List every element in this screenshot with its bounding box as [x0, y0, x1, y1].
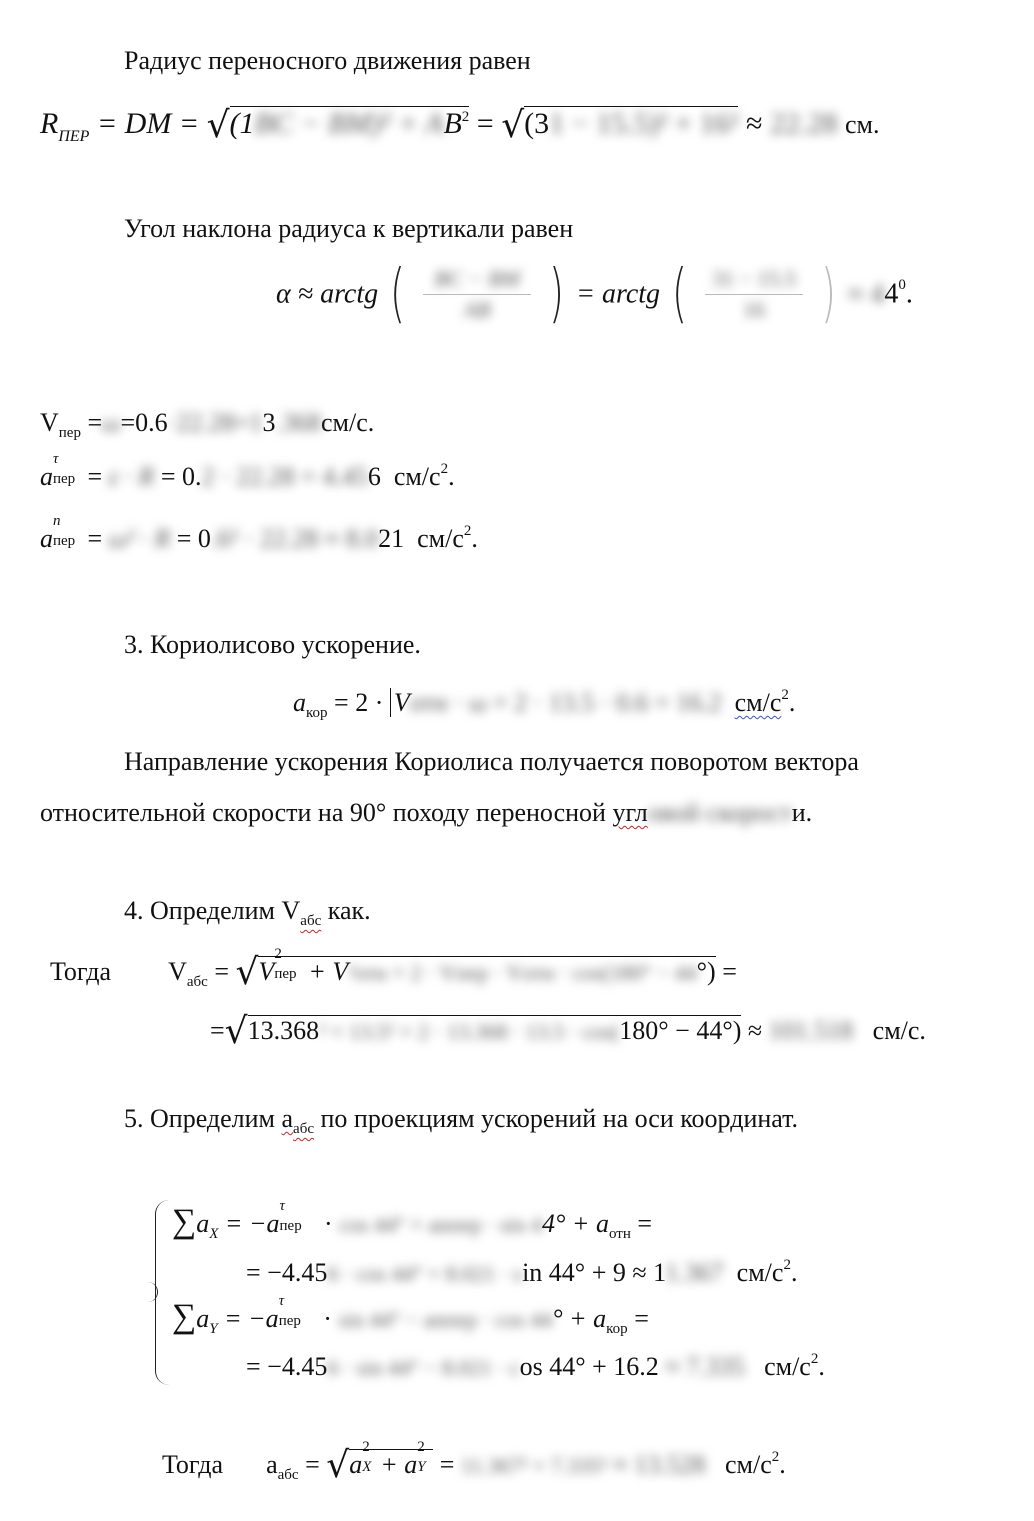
- s4-text: 4. Определим V: [124, 896, 301, 925]
- v1-symbol: V: [168, 957, 187, 986]
- ax1-eq: = −a: [224, 1209, 280, 1238]
- ax1-sup: τ: [279, 1198, 285, 1215]
- s4-sub: абс: [300, 913, 322, 929]
- eq-approx: ≈: [745, 107, 763, 140]
- ay2-unit-sup: 2: [810, 1351, 819, 1367]
- aabs-eq: =: [305, 1450, 320, 1479]
- ay1-blurred: sin 44° − anпер · cos 44: [338, 1307, 553, 1332]
- radicand-1-sup: 2: [461, 109, 470, 125]
- aabs-togda: Тогда: [162, 1450, 224, 1479]
- a-tau-eq: =: [87, 462, 103, 491]
- fraction-2-num: 31 − 15.5: [712, 266, 796, 292]
- aabs-sq-a-supsub: [362, 1439, 380, 1482]
- equation-a-abs: [162, 1439, 786, 1486]
- aabs-sq-b-supsub: [417, 1439, 433, 1482]
- aabs-blurred: 11.367² + 7.335²: [460, 1453, 607, 1478]
- equation-alpha: [276, 257, 913, 342]
- ay2-result: ≈ 7.335: [665, 1352, 745, 1381]
- a-tau-blur-1: ε · R: [108, 462, 155, 491]
- v2-tail: 180° − 44°): [619, 1016, 742, 1045]
- a-tau-vis-1: = 0.: [160, 462, 202, 491]
- eq-unit: см.: [844, 110, 880, 139]
- ax1-sigma: ∑: [172, 1203, 197, 1240]
- aabs-sq-a-sup: 2: [362, 1439, 370, 1456]
- s5-wavy: a: [281, 1104, 294, 1133]
- a-n-dot: .: [471, 524, 478, 553]
- v-symbol: V: [40, 408, 59, 437]
- a-n-blur-2: .6² · 22.28 ≈ 8.0: [210, 524, 379, 553]
- equation-v-per: [40, 410, 374, 441]
- aabs-dot: .: [779, 1450, 786, 1479]
- ax1-supsub: [279, 1198, 318, 1241]
- ax1-eq2: =: [637, 1209, 653, 1238]
- equation-v-abs-1: [50, 946, 737, 993]
- ax2-unit: см/с: [736, 1258, 784, 1287]
- paragraph-coriolis-2: [40, 800, 812, 826]
- v1-tail: °): [696, 957, 716, 986]
- ay1-sigma: ∑: [172, 1298, 197, 1335]
- v2-radicand: [248, 1015, 742, 1044]
- paragraph-radius-intro: Радиус переносного движения равен: [124, 46, 531, 75]
- a-n-supsub: [53, 513, 81, 556]
- a-n-eq: =: [87, 524, 103, 553]
- ay1-sup: τ: [278, 1293, 285, 1310]
- ax2-eq: = −4.45: [246, 1258, 328, 1287]
- eq-result: 22.28: [769, 107, 838, 140]
- a-kor-v: V: [390, 688, 410, 717]
- equation-ax-2: [246, 1258, 797, 1286]
- a-kor-symbol: a: [293, 688, 306, 717]
- a-tau-sup: τ: [53, 451, 59, 468]
- v1-plus: + V: [308, 957, 349, 986]
- a-n-vis-1: = 0: [176, 524, 211, 553]
- ax1-sub3: отн: [608, 1226, 631, 1242]
- aabs-unit-sup: 2: [771, 1449, 780, 1465]
- aabs-plus: + a: [380, 1450, 418, 1479]
- v-eq: =: [87, 408, 103, 437]
- sqrt-sign-aabs: √: [326, 1445, 350, 1486]
- radicand-2-visible: (3: [524, 107, 550, 140]
- a-n-unit: см/с: [417, 524, 464, 553]
- s5-text: 5. Определим: [124, 1104, 282, 1133]
- coriolis-2-wavy: угл: [612, 798, 648, 827]
- ay1-sub3: кор: [606, 1321, 628, 1337]
- aabs-a: a: [266, 1450, 278, 1479]
- v-vis-1: =0.6: [120, 408, 168, 437]
- fraction-1: [417, 268, 537, 321]
- v-blur-1: ω: [102, 408, 121, 437]
- v-sub: пер: [58, 425, 81, 441]
- ay1-dot: ·: [323, 1304, 332, 1333]
- a-tau-symbol: a: [40, 462, 53, 491]
- a-tau-dot: .: [448, 462, 455, 491]
- aabs-sq-a: a: [349, 1450, 363, 1479]
- eq-equals: =: [476, 107, 494, 140]
- v1-eq2: =: [722, 957, 737, 986]
- a-kor-eq: = 2 ·: [334, 688, 384, 717]
- ax1-sub: X: [209, 1226, 219, 1242]
- alpha-result-blurred: ≈ 4: [847, 278, 885, 310]
- equation-a-tau: [40, 451, 455, 494]
- alpha-result: 4: [884, 278, 899, 310]
- coriolis-2-blurred: овой скорост: [647, 798, 792, 827]
- fraction-1-bar: [423, 294, 531, 295]
- v2-blurred: ² + 13.5² + 2 · 13.368 · 13.5 · cos(: [319, 1019, 620, 1044]
- a-kor-sub: кор: [306, 705, 328, 721]
- a-tau-unit-sup: 2: [440, 461, 449, 477]
- a-n-sub: пер: [53, 533, 76, 550]
- ax2-result: 1.367: [665, 1258, 724, 1287]
- radicand-1: [230, 106, 470, 139]
- fraction-2: [699, 268, 809, 321]
- aabs-radicand: [349, 1439, 433, 1482]
- v-blur-3: .368: [275, 408, 321, 437]
- alpha-dot: .: [905, 278, 913, 310]
- v1-eq: =: [214, 957, 229, 986]
- v1-sub: абс: [186, 974, 208, 990]
- v-vis-2: 3: [262, 408, 276, 437]
- eq-lhs: R: [40, 107, 59, 140]
- paren-close-1: ): [549, 257, 565, 331]
- alpha-arctg: α ≈ arctg: [276, 278, 379, 310]
- sqrt-sign-v1: √: [235, 952, 259, 993]
- v1-sq-a-sub: пер: [274, 966, 297, 983]
- ax2-vis: in 44° + 9 ≈ 1: [522, 1258, 666, 1287]
- a-tau-sub: пер: [53, 471, 76, 488]
- equation-ay-1: [172, 1293, 649, 1337]
- sqrt-sign-2: √: [501, 105, 525, 146]
- aabs-sub: абс: [277, 1467, 299, 1483]
- ay1-eq2: =: [634, 1304, 649, 1333]
- paren-close-2: ): [821, 257, 836, 331]
- paragraph-coriolis-1: Направление ускорения Кориолиса получается поворотом вектора: [124, 747, 859, 776]
- radicand-2: [524, 106, 738, 139]
- a-tau-supsub: [53, 451, 81, 494]
- a-n-unit-sup: 2: [463, 523, 472, 539]
- ay2-blurred: 6 · sin 44° − 8.021 · c: [327, 1355, 520, 1380]
- v1-sq-a-sup: 2: [274, 946, 282, 963]
- s5-sub: абс: [293, 1121, 314, 1137]
- v-unit: см/с.: [321, 408, 375, 437]
- ay2-vis: os 44° + 16.2: [519, 1352, 659, 1381]
- eq-dm: = DM =: [96, 107, 200, 140]
- equation-a-kor: [293, 688, 795, 721]
- aabs-sq-b-sub: Y: [417, 1459, 426, 1476]
- aabs-unit: см/с: [725, 1450, 772, 1479]
- fraction-1-den: AB: [463, 297, 491, 323]
- ay2-eq: = −4.45: [246, 1352, 328, 1381]
- a-kor-dot: .: [788, 688, 796, 717]
- section-4-heading: [124, 898, 371, 929]
- alpha-arctg-2: = arctg: [576, 278, 661, 310]
- ax1-blurred: cos 44° + anпер · sin 4: [339, 1212, 543, 1237]
- sqrt-sign: √: [206, 105, 230, 146]
- paragraph-angle-intro: Угол наклона радиуса к вертикали равен: [124, 214, 574, 243]
- ay2-dot: .: [818, 1352, 825, 1381]
- equation-v-abs-2: [210, 1011, 926, 1052]
- ax2-blurred: 6 · cos 44° + 8.021 · s: [327, 1261, 523, 1286]
- fraction-1-num: BC − BM: [434, 266, 520, 292]
- aabs-sq-a-sub: X: [362, 1459, 372, 1476]
- v1-togda: Тогда: [50, 957, 112, 986]
- ay1-sub: Y: [209, 1321, 218, 1337]
- radicand-2-blurred: 1 − 15.5)² + 16²: [549, 107, 739, 140]
- eq-lhs-sub: ПЕР: [58, 128, 90, 145]
- v1-sq-a-supsub: [274, 946, 308, 989]
- a-kor-blurred: отн · ω = 2 · 13.5 · 0.6 = 16.2: [409, 688, 722, 717]
- v1-blurred: ²отн + 2 · Vпер · Vотн · cos(180° − 44: [348, 960, 697, 985]
- v-blur-2: ·22.28=1: [167, 408, 263, 437]
- ax1-dot: ·: [324, 1209, 333, 1238]
- ay1-supsub: [278, 1293, 317, 1336]
- section-3-heading: 3. Кориолисово ускорение.: [124, 630, 421, 659]
- sqrt-sign-v2: √: [224, 1011, 248, 1052]
- ax2-unit-sup: 2: [783, 1257, 791, 1273]
- ay1-sub2: пер: [278, 1313, 301, 1330]
- a-n-symbol: a: [40, 524, 53, 553]
- ax1-vis: 4° + a: [542, 1209, 609, 1238]
- v2-vis: 13.368: [247, 1016, 320, 1045]
- ay1-a: a: [196, 1304, 210, 1333]
- ay1-vis: ° + a: [552, 1304, 607, 1333]
- a-n-vis-2: 21: [378, 524, 405, 553]
- a-n-blur-1: ω² · R: [108, 524, 171, 553]
- s5-text-end: по проекциям ускорений на оси координат.: [314, 1104, 799, 1133]
- v1-sq-a: V: [258, 957, 275, 986]
- fraction-2-bar: [705, 294, 803, 295]
- s4-text-end: как.: [321, 896, 371, 925]
- a-tau-vis-2: 6: [367, 462, 381, 491]
- aabs-result: ≈ 13.528: [613, 1450, 706, 1479]
- alpha-result-sup: 0: [898, 277, 906, 293]
- v2-approx: ≈: [747, 1016, 763, 1045]
- radicand-1-end: B: [443, 107, 462, 140]
- radicand-1-blurred: BC − BM)² + A: [254, 107, 444, 140]
- v2-eq: =: [210, 1016, 225, 1045]
- fraction-2-den: 16: [743, 297, 766, 323]
- ax2-dot: .: [790, 1258, 798, 1287]
- ay1-eq: = −a: [224, 1304, 279, 1333]
- paren-open-2: (: [672, 257, 688, 331]
- paren-open-1: (: [390, 257, 406, 331]
- a-n-sup: n: [53, 513, 61, 530]
- aabs-sq-b-sup: 2: [417, 1439, 425, 1456]
- equation-ay-2: [246, 1352, 825, 1380]
- a-tau-unit: см/с: [393, 462, 441, 491]
- v2-result: 101.518: [768, 1016, 854, 1045]
- section-5-heading: [124, 1106, 798, 1137]
- coriolis-2-text: относительной скорости на 90° походу переносной: [40, 798, 613, 827]
- a-kor-unit-sup: 2: [781, 687, 789, 703]
- radicand-1-visible: (1: [229, 107, 255, 140]
- equation-a-n: [40, 513, 478, 556]
- a-kor-unit: см/с: [734, 688, 782, 717]
- equation-r-per: [40, 106, 879, 144]
- ay2-unit: см/с: [764, 1352, 811, 1381]
- ax1-sub2: пер: [279, 1218, 302, 1235]
- aabs-eq2: =: [439, 1450, 455, 1479]
- equation-ax-1: [172, 1198, 653, 1242]
- a-tau-blur-2: 2 · 22.28 = 4.45: [201, 462, 368, 491]
- v1-radicand: [258, 946, 716, 989]
- coriolis-2-end: и.: [791, 798, 813, 827]
- ax1-a: a: [196, 1209, 210, 1238]
- v2-unit: см/с.: [872, 1016, 926, 1045]
